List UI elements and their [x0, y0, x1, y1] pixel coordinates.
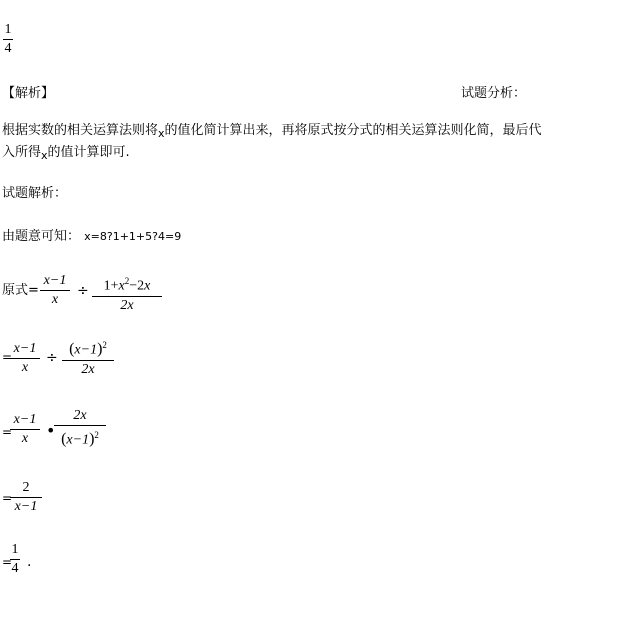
fraction-bar — [54, 425, 106, 426]
yuanshi-label: 原式= — [2, 283, 39, 298]
denominator: $(x-1)^2$ — [61, 430, 99, 448]
denominator: x — [21, 360, 29, 375]
divide-sign: ÷ — [77, 283, 89, 299]
numerator: x−1 — [13, 341, 37, 356]
numerator: x−1 — [13, 412, 37, 427]
numerator: 2x — [73, 408, 87, 423]
frac-x-minus-1-over-x — [40, 273, 70, 308]
denominator: 2x — [120, 297, 134, 313]
answer-fraction — [3, 22, 13, 57]
analysis-line-1 — [2, 123, 542, 139]
fraction-bar — [62, 360, 114, 361]
numerator: $(x-1)^2$ — [69, 340, 107, 358]
fraction-bar — [92, 296, 162, 297]
fraction-bar — [10, 559, 20, 560]
answer-denominator: 4 — [4, 41, 12, 56]
denominator: 4 — [11, 561, 19, 576]
analysis-text: 的值化简计算出来，再将原式按分式的相关运算法则化简，最后代 — [164, 123, 542, 138]
denominator: x−1 — [14, 499, 38, 514]
equals-sign: = — [2, 491, 13, 505]
frac-squared-over-2x — [62, 337, 114, 378]
equals-sign: = — [2, 425, 13, 439]
equals-sign: = — [2, 555, 13, 569]
analysis-text: 的值计算即可. — [47, 145, 130, 160]
denominator: 2x — [81, 361, 95, 377]
solution-label: 试题解析： — [2, 186, 68, 201]
divide-sign: ÷ — [46, 350, 58, 366]
analysis-text: 入所得 — [2, 145, 42, 160]
frac-x-minus-1-over-x — [10, 412, 40, 447]
fraction-bar — [10, 429, 40, 430]
analysis-line-2 — [2, 145, 130, 161]
fraction-bar — [10, 358, 40, 359]
period: . — [27, 554, 32, 570]
numerator: x−1 — [43, 273, 67, 288]
given-line — [2, 229, 181, 245]
frac-main-1 — [92, 273, 162, 314]
given-expression: x=8?1+1+5?4=9 — [84, 230, 182, 243]
frac-x-minus-1-over-x — [10, 341, 40, 376]
numerator: 2 — [22, 480, 30, 495]
analysis-label: 试题分析： — [461, 86, 527, 101]
denominator: x — [51, 292, 59, 307]
frac-2x-over-squared — [54, 408, 106, 449]
analysis-text: 根据实数的相关运算法则将 — [2, 123, 159, 138]
answer-numerator: 1 — [4, 22, 12, 37]
given-label: 由题意可知： — [2, 229, 81, 244]
fraction-bar — [40, 290, 70, 291]
numerator: $1+x^2-2x$ — [103, 276, 151, 294]
equals-sign: = — [2, 350, 13, 364]
numerator: 1 — [11, 542, 19, 557]
multiply-dot: • — [46, 421, 56, 440]
denominator: x — [21, 431, 29, 446]
fraction-bar — [3, 39, 13, 40]
final-fraction — [10, 542, 20, 577]
frac-2-over-x-minus-1 — [10, 480, 42, 515]
fraction-bar — [10, 497, 42, 498]
jiexi-heading: 【解析】 — [2, 86, 55, 101]
var-x: x — [41, 149, 48, 162]
var-x: x — [158, 127, 165, 140]
